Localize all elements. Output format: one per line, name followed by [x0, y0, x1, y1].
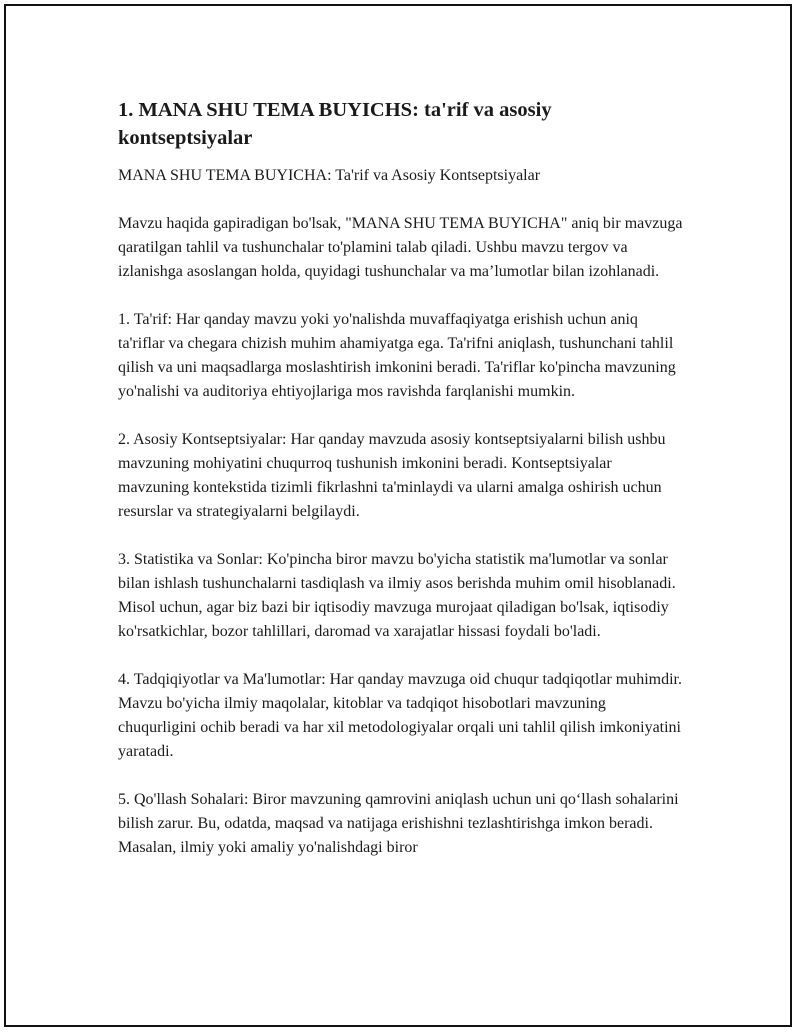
paragraph-tadqiqotlar: 4. Tadqiqiyotlar va Ma'lumotlar: Har qanday mavzuga oid chuqur tadqiqotlar muhimdir. Mavzu bo'yicha ilmiy maqolalar, kitoblar va tadqiqot hisobotlari mavzuning chuqurligini ochib beradi va har xil metodologiyalar orqali uni tahlil qilish imkoniyatini yaratadi. [118, 671, 682, 760]
document-title: 1. MANA SHU TEMA BUYICHS: ta'rif va asosiy kontseptsiyalar [118, 99, 552, 149]
paragraph-statistika: 3. Statistika va Sonlar: Ko'pincha biror mavzu bo'yicha statistik ma'lumotlar va sonlar bilan ishlash tushunchalarni tasdiqlash va ilmiy asos berishda muhim omil hisoblanadi. Misol uchun, agar biz bazi bir iqtisodiy mavzuga murojaat qiladigan bo'lsak, iqtisodiy ko'rsatkichlar, bozor tahlillari, daromad va xarajatlar hissasi foydali bo'ladi. [118, 551, 676, 640]
paragraph-asosiy-kontseptsiyalar: 2. Asosiy Kontseptsiyalar: Har qanday mavzuda asosiy kontseptsiyalarni bilish ushbu mavzuning mohiyatini chuqurroq tushunish imkonini beradi. Kontseptsiyalar mavzuning kontekstida tizimli fikrlashni ta'minlaydi va ularni amalga oshirish uchun resurslar va strategiyalarni belgilaydi. [118, 431, 666, 520]
document-subtitle: MANA SHU TEMA BUYICHA: Ta'rif va Asosiy Kontseptsiyalar [118, 167, 541, 184]
paragraph-intro: Mavzu haqida gapiradigan bo'lsak, "MANA SHU TEMA BUYICHA" aniq bir mavzuga qaratilgan tahlil va tushunchalar to'plamini talab qiladi. Ushbu mavzu tergov va izlanishga asoslangan holda, quyidagi tushunchalar va ma’lumotlar bilan izohlanadi. [118, 215, 683, 280]
paragraph-qollash-sohalari: 5. Qo'llash Sohalari: Biror mavzuning qamrovini aniqlash uchun uni qo‘llash sohalarini bilish zarur. Bu, odatda, maqsad va natijaga erishishni tezlashtirishga imkon beradi. Masalan, ilmiy yoki amaliy yo'nalishdagi biror [118, 791, 679, 856]
paragraph-tarif: 1. Ta'rif: Har qanday mavzu yoki yo'nalishda muvaffaqiyatga erishish uchun aniq ta'riflar va chegara chizish muhim ahamiyatga ega. Ta'rifni aniqlash, tushunchani tahlil qilish va uni maqsadlarga moslashtirish imkonini beradi. Ta'riflar ko'pincha mavzuning yo'nalishi va auditoriya ehtiyojlariga mos ravishda farqlanishi mumkin. [118, 311, 676, 400]
document-body [118, 96, 686, 860]
